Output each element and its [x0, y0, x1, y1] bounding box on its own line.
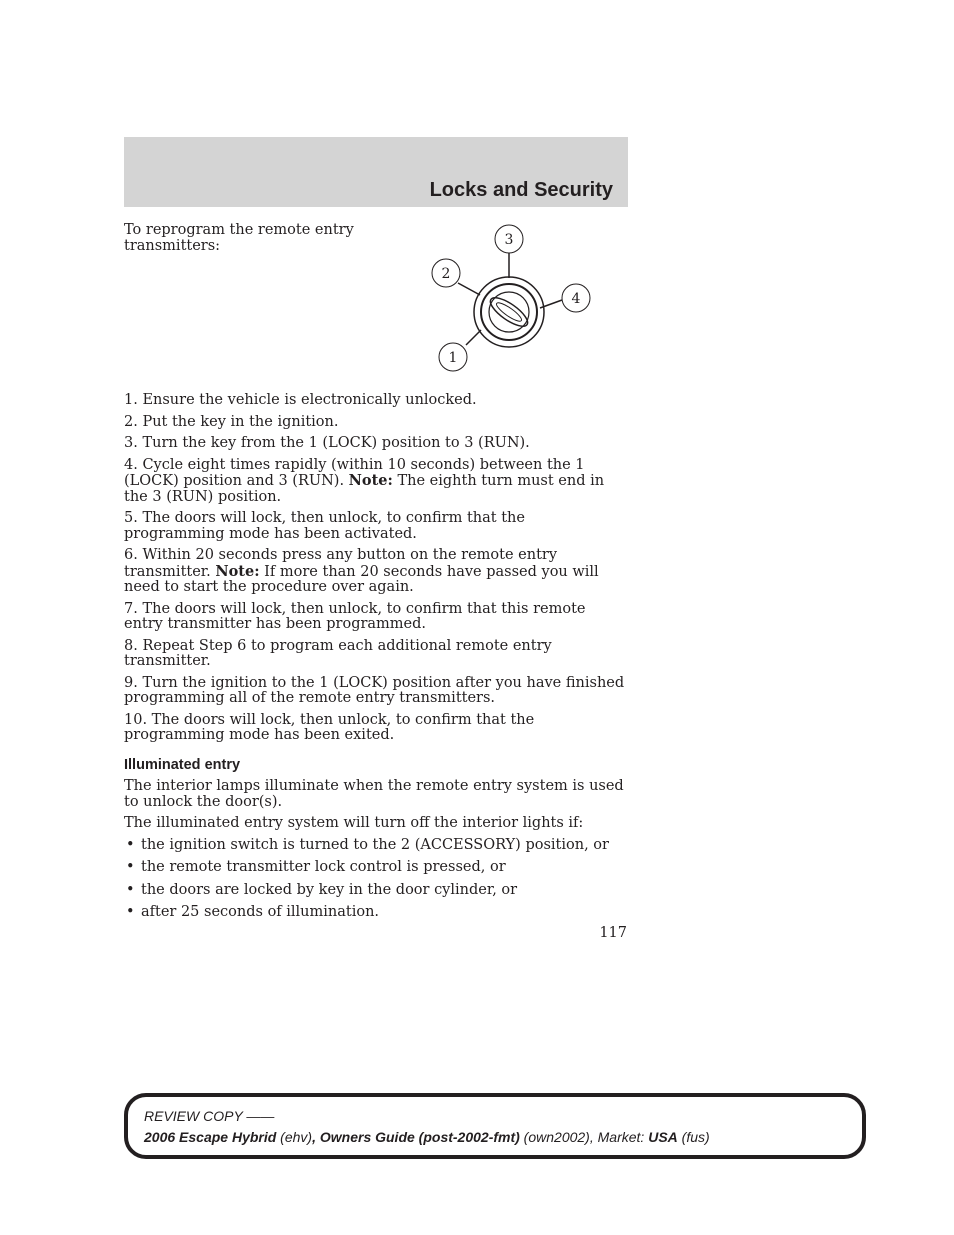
main-content	[124, 393, 628, 928]
footer-market-code: (fus)	[677, 1129, 710, 1145]
bullet-icon: •	[126, 859, 135, 875]
list-item	[124, 883, 628, 899]
bullet-icon: •	[126, 836, 135, 853]
illuminated-para-2: The illuminated entry system will turn off the interior lights if:	[124, 815, 584, 831]
step-3: 3. Turn the key from the 1 (LOCK) position to 3 (RUN).	[124, 435, 530, 451]
footer-sep-1: ,	[312, 1129, 320, 1145]
footer-sep-2: , Market:	[589, 1129, 649, 1145]
list-item	[124, 838, 628, 854]
step-4	[124, 458, 628, 506]
footer-guide-code: (own2002)	[519, 1129, 590, 1145]
bullet-icon: •	[126, 881, 135, 898]
step-4-note-label: Note:	[348, 472, 393, 489]
step-6-note-text: If more than 20 seconds have passed you will need to start the procedure over again.	[124, 563, 599, 595]
bullet-icon: •	[126, 904, 135, 920]
position-3-label: 3	[504, 232, 514, 248]
intro-text: To reprogram the remote entry transmitters:	[124, 222, 354, 254]
review-copy-label: REVIEW COPY ——	[144, 1108, 275, 1124]
footer-guide: Owners Guide (post-2002-fmt)	[319, 1129, 520, 1145]
illuminated-bullet-list	[124, 838, 628, 921]
step-1: 1. Ensure the vehicle is electronically unlocked.	[124, 392, 477, 408]
step-10: 10. The doors will lock, then unlock, to confirm that the programming mode has been exited.	[124, 711, 535, 743]
ignition-diagram	[425, 222, 600, 374]
step-6-note-label: Note:	[215, 562, 260, 580]
step-4-text: 4. Cycle eight times rapidly (within 10 seconds) between the 1 (LOCK) position and 3 (RUN).	[124, 456, 585, 489]
step-8: 8. Repeat Step 6 to program each additional remote entry transmitter.	[124, 637, 552, 669]
list-item-text: the doors are locked by key in the door cylinder, or	[141, 881, 518, 898]
illuminated-entry-heading: Illuminated entry	[124, 756, 241, 773]
illuminated-para-1: The interior lamps illuminate when the remote entry system is used to unlock the door(s).	[124, 778, 624, 810]
step-2: 2. Put the key in the ignition.	[124, 413, 339, 430]
step-6	[124, 548, 628, 596]
page-number: 117	[599, 925, 627, 941]
header-band	[124, 137, 628, 207]
step-9: 9. Turn the ignition to the 1 (LOCK) position after you have finished programming all of the remote entry transmitters.	[124, 674, 625, 706]
step-7: 7. The doors will lock, then unlock, to confirm that this remote entry transmitter has been programmed.	[124, 600, 586, 632]
position-1-label: 1	[448, 350, 458, 366]
step-4-note-text: The eighth turn must end in the 3 (RUN) position.	[124, 473, 605, 505]
review-copy-box	[124, 1093, 866, 1159]
list-item-text: the ignition switch is turned to the 2 (ACCESSORY) position, or	[141, 836, 609, 853]
review-copy-details	[144, 1129, 710, 1145]
page-title: Locks and Security	[429, 179, 613, 201]
footer-model: 2006 Escape Hybrid	[144, 1129, 277, 1145]
position-4-label: 4	[571, 291, 581, 307]
footer-market: USA	[648, 1129, 678, 1145]
step-6-text: 6. Within 20 seconds press any button on the remote entry transmitter.	[124, 547, 558, 580]
list-item-text: after 25 seconds of illumination.	[141, 904, 380, 920]
step-5: 5. The doors will lock, then unlock, to confirm that the programming mode has been activated.	[124, 510, 525, 542]
list-item	[124, 905, 628, 921]
list-item	[124, 860, 628, 876]
list-item-text: the remote transmitter lock control is pressed, or	[141, 859, 506, 875]
footer-model-code: (ehv)	[276, 1129, 313, 1145]
position-2-label: 2	[441, 266, 451, 282]
